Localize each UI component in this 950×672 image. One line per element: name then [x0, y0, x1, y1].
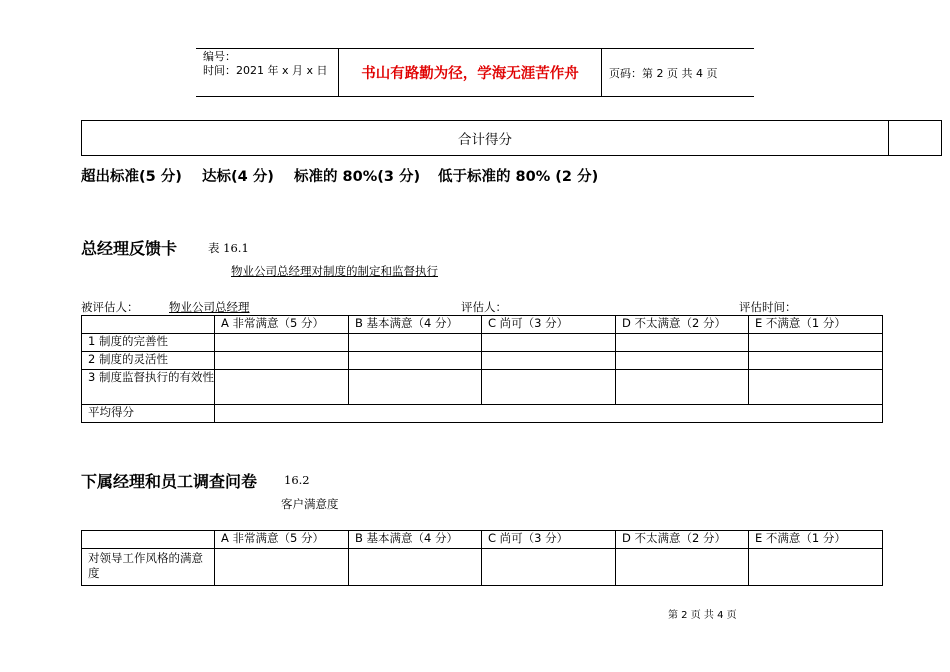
average-row: [82, 405, 883, 423]
scale-item: 超出标准(5 分): [81, 169, 182, 185]
table-row: [82, 352, 883, 370]
table-header-cell: A 非常满意（5 分）: [215, 531, 349, 549]
table-header-cell: D 不太满意（2 分）: [616, 531, 749, 549]
section1-title: 总经理反馈卡: [81, 239, 178, 258]
evaluation-time-label: 评估时间：: [739, 300, 797, 314]
row-label: 1 制度的完善性: [82, 334, 215, 352]
table-header-cell: [82, 531, 215, 549]
rating-cell[interactable]: [616, 334, 749, 352]
document-time-label: 时间：2021 年 x 月 x 日: [203, 64, 328, 77]
scale-item: 达标(4 分): [202, 169, 274, 185]
section2-title: 下属经理和员工调查问卷: [81, 472, 258, 491]
rating-cell[interactable]: [215, 549, 349, 586]
rating-cell[interactable]: [482, 334, 616, 352]
table-header-cell: E 不满意（1 分）: [749, 531, 883, 549]
rating-cell[interactable]: [215, 370, 349, 405]
header-meta: [203, 50, 328, 78]
rating-cell[interactable]: [482, 370, 616, 405]
rating-cell[interactable]: [349, 352, 482, 370]
rating-cell[interactable]: [349, 370, 482, 405]
rating-cell[interactable]: [749, 370, 883, 405]
rating-cell[interactable]: [749, 352, 883, 370]
total-score-label: 合计得分: [458, 132, 512, 148]
evaluatee-label: 被评估人：: [81, 300, 139, 314]
table-row: [82, 370, 883, 405]
row-label: 2 制度的灵活性: [82, 352, 215, 370]
scale-item: 低于标准的 80% (2 分): [438, 169, 599, 185]
table-header-row: [82, 316, 883, 334]
document-number-label: 编号：: [203, 50, 236, 63]
header-page-number: 页码：第 2 页 共 4 页: [609, 67, 718, 80]
survey-table: [81, 530, 883, 586]
rating-cell[interactable]: [215, 334, 349, 352]
rating-cell[interactable]: [616, 370, 749, 405]
row-label: 3 制度监督执行的有效性: [82, 370, 215, 405]
average-label: 平均得分: [82, 405, 215, 423]
rating-cell[interactable]: [749, 549, 883, 586]
header-bottom-rule: [196, 96, 754, 97]
table-header-cell: A 非常满意（5 分）: [215, 316, 349, 334]
evaluatee-value: 物业公司总经理: [169, 300, 250, 314]
rating-cell[interactable]: [349, 549, 482, 586]
section1-subtitle: 物业公司总经理对制度的制定和监督执行: [231, 264, 438, 278]
row-label: 对领导工作风格的满意度: [82, 549, 215, 586]
evaluator-label: 评估人：: [461, 300, 507, 314]
section2-subtitle: 客户满意度: [281, 497, 339, 511]
header-motto: 书山有路勤为径，学海无涯苦作舟: [361, 65, 579, 82]
rating-cell[interactable]: [616, 549, 749, 586]
rating-cell[interactable]: [215, 352, 349, 370]
footer-page-number: 第 2 页 共 4 页: [668, 610, 737, 621]
rating-cell[interactable]: [749, 334, 883, 352]
rating-cell[interactable]: [349, 334, 482, 352]
rating-cell[interactable]: [482, 549, 616, 586]
table-header-cell: C 尚可（3 分）: [482, 316, 616, 334]
table-row: [82, 549, 883, 586]
table-header-cell: B 基本满意（4 分）: [349, 316, 482, 334]
section2-table-number: 16.2: [284, 473, 310, 487]
table-header-cell: D 不太满意（2 分）: [616, 316, 749, 334]
table-row: [82, 334, 883, 352]
table-header-cell: C 尚可（3 分）: [482, 531, 616, 549]
rating-cell[interactable]: [616, 352, 749, 370]
scale-item: 标准的 80%(3 分): [294, 169, 421, 185]
rating-cell[interactable]: [482, 352, 616, 370]
average-score-cell[interactable]: [215, 405, 883, 423]
section1-table-number: 表 16.1: [208, 241, 249, 255]
table-header-cell: [82, 316, 215, 334]
header-divider: [601, 48, 602, 96]
table-header-cell: B 基本满意（4 分）: [349, 531, 482, 549]
table-header-cell: E 不满意（1 分）: [749, 316, 883, 334]
table-header-row: [82, 531, 883, 549]
feedback-table: [81, 315, 883, 423]
